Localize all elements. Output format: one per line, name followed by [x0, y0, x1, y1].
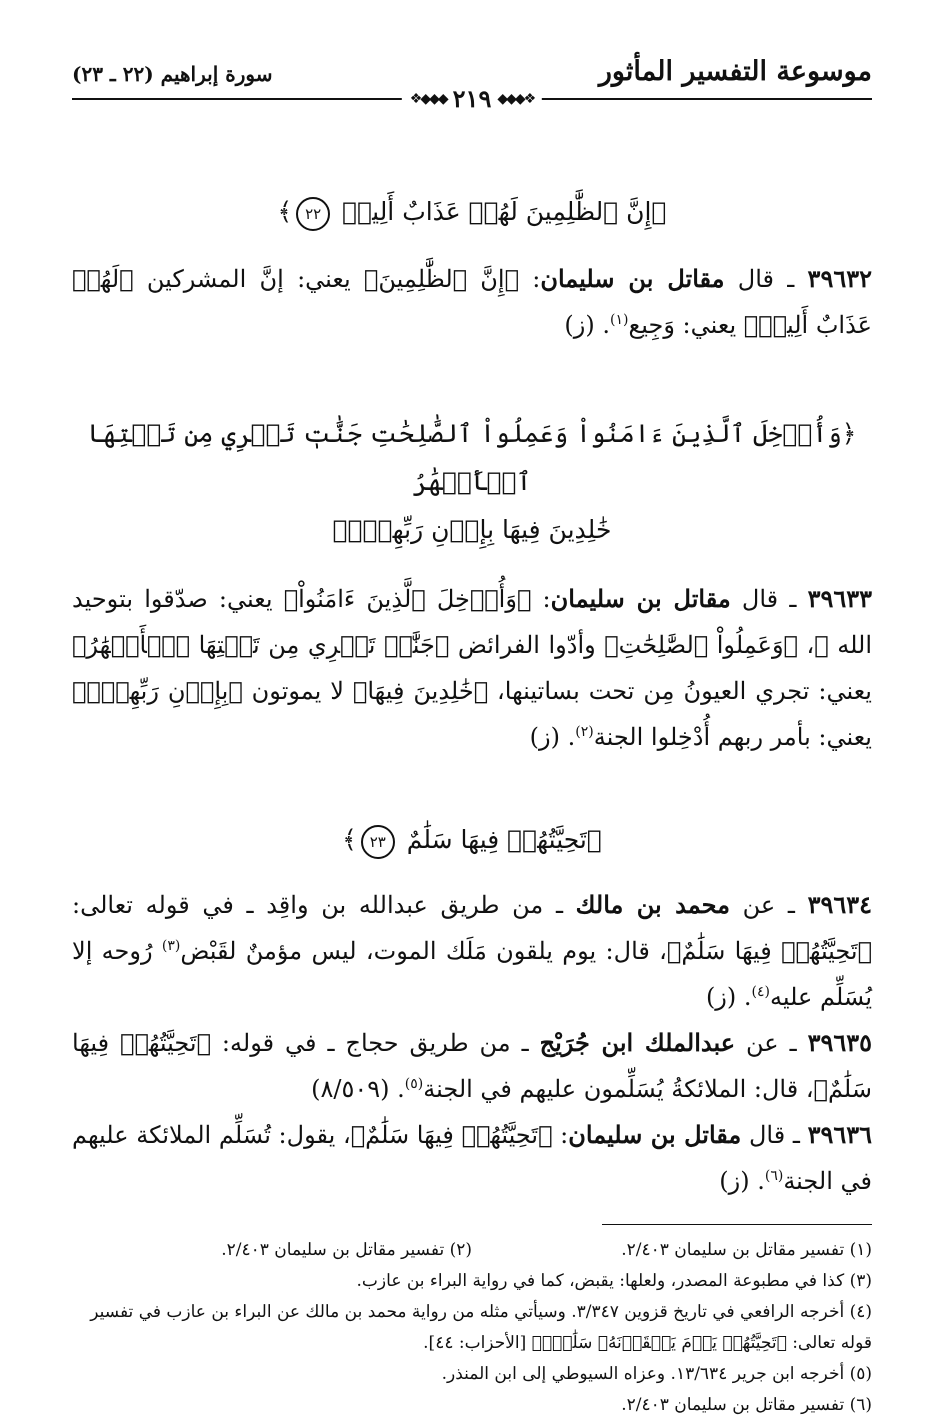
narration-source: . (ز) — [529, 723, 576, 751]
verse-text: ﴿إِنَّ ٱلظَّٰلِمِينَ لَهُمۡ عَذَابٌ أَلِيمٞ — [342, 197, 667, 226]
page-number: ٢١٩ — [452, 84, 492, 113]
ornament-left-icon: ❖◆◆◆ — [409, 90, 447, 107]
footnote-row — [72, 1235, 872, 1266]
verse-close: ﴾ — [277, 197, 293, 226]
narration-source: . (٨/٥٠٩) — [311, 1075, 405, 1103]
narration-source: . (ز) — [564, 311, 610, 339]
page — [72, 40, 873, 1415]
footnotes — [72, 1235, 872, 1421]
ornament-right-icon: ◆◆◆❖ — [497, 90, 535, 107]
book-title: موسوعة التفسير المأثور — [598, 56, 872, 87]
verse-line: ﴿وَأُدۡخِلَ ٱلَّذِينَ ءَامَنُواْ وَعَمِلُواْ ٱلصَّٰلِحَٰتِ جَنَّٰتٖ تَجۡرِي مِن تَحۡتِهَا ٱلۡأَنۡهَٰرُ — [87, 419, 857, 496]
surah-heading: سورة إبراهيم (٢٢ ـ ٢٣) — [72, 62, 273, 86]
narrator-name: مقاتل بن سليمان — [540, 264, 725, 293]
verse-number-icon: ٢٣ — [361, 825, 395, 859]
narration-paragraph — [72, 882, 872, 1020]
verse-heading — [72, 188, 872, 236]
narration-prefix: ـ عن — [735, 1029, 808, 1057]
verse-heading — [72, 410, 872, 554]
verse-number-icon: ٢٢ — [296, 197, 330, 231]
narration-prefix: ـ قال — [724, 265, 808, 293]
verse-text: ﴿تَحِيَّتُهُمۡ فِيهَا سَلَٰمٌ — [406, 825, 602, 854]
narration-prefix: ـ قال — [741, 1121, 808, 1149]
footnote: (٣) كذا في مطبوعة المصدر، ولعلها: يقبض، كما في رواية البراء بن عازب. — [356, 1271, 872, 1291]
verse-close: ﴾ — [342, 825, 357, 854]
footnote-ref: (٦) — [764, 1168, 784, 1184]
narrator-name: مقاتل بن سليمان — [550, 584, 731, 613]
narration-number: ٣٩٦٣٦ — [807, 1120, 873, 1149]
verse-line: خَٰلِدِينَ فِيهَا بِإِذۡنِ رَبِّهِمۡۖ﴾ — [332, 515, 612, 544]
narration-paragraph — [72, 256, 872, 348]
page-header — [72, 40, 872, 113]
narration-source: . (ز) — [719, 1167, 765, 1195]
footnote: (٥) أخرجه ابن جرير ١٣/٦٣٤. وعزاه السيوطي إلى ابن المنذر. — [441, 1364, 872, 1384]
footnote: (٤) أخرجه الرافعي في تاريخ قزوين ٣/٣٤٧. وسيأتي مثله من رواية محمد بن مالك عن البراء بن عازب في تفسير قوله تعالى: ﴿تَحِيَّتُهُمۡ يَوۡمَ يَلۡقَوۡنَهُۥ سَلَٰمٞۚ﴾ [الأحزاب: ٤٤]. — [90, 1302, 872, 1353]
narration-text: ـ من طريق حجاج ـ في قوله: ﴿تَحِيَّتُهُمۡ فِيهَا سَلَٰمٌ﴾، قال: الملائكةُ يُسَلِّمون عليهم في الجنة — [72, 1029, 872, 1103]
narration-text: : ﴿إِنَّ ٱلظَّٰلِمِينَ﴾ يعني: إنَّ المشركين ﴿لَهُمۡ عَذَابٌ أَلِيمٞ﴾ يعني: وَجِيع — [72, 265, 872, 339]
narrator-name: عبدالملك ابن جُرَيْج — [539, 1028, 736, 1057]
narration-number: ٣٩٦٣٢ — [807, 264, 872, 293]
footnote-rule — [602, 1224, 872, 1225]
verse-heading — [72, 816, 872, 864]
narration-number: ٣٩٦٣٥ — [807, 1028, 873, 1057]
narration-text: : ﴿تَحِيَّتُهُمۡ فِيهَا سَلَٰمٌ﴾، يقول: تُسَلِّم الملائكة عليهم في الجنة — [72, 1121, 872, 1195]
page-number-ornament — [402, 84, 542, 113]
narration-text: ـ من طريق عبدالله بن واقِد ـ في قوله تعالى: ﴿تَحِيَّتُهُمۡ فِيهَا سَلَٰمٌ﴾، قال: يوم يلقون مَلَك الموت، ليس مؤمنٌ لقَبْض — [72, 891, 872, 965]
footnote: (٢) تفسير مقاتل بن سليمان ٢/٤٠٣. — [221, 1240, 472, 1260]
narration-prefix: ـ قال — [730, 585, 808, 613]
narration-number: ٣٩٦٣٤ — [807, 890, 873, 919]
footnote: (٦) تفسير مقاتل بن سليمان ٢/٤٠٣. — [621, 1395, 872, 1415]
narrator-name: محمد بن مالك — [575, 890, 730, 919]
narration-paragraph — [72, 1020, 872, 1112]
footnote-ref: (١) — [610, 312, 629, 328]
footnote: (١) تفسير مقاتل بن سليمان ٢/٤٠٣. — [621, 1240, 872, 1260]
footnote-ref: (٣) — [161, 938, 181, 954]
narration-text: : ﴿وَأُدۡخِلَ ٱلَّذِينَ ءَامَنُواْ﴾ يعني: صدّقوا بتوحيد الله ﷻ، ﴿وَعَمِلُواْ ٱلصَّٰلِحَٰتِ﴾ وأدّوا الفرائض ﴿جَنَّٰتٖ تَجۡرِي مِن تَحۡتِهَا ٱلۡأَنۡهَٰرُ﴾ يعني: تجري العيونُ مِن تحت بساتينها، ﴿خَٰلِدِينَ فِيهَا﴾ لا يموتون ﴿بِإِذۡنِ رَبِّهِمۡۖ﴾ يعني: بأمر ربهم أُدْخِلوا الجنة — [72, 585, 873, 751]
narration-source: . (ز) — [705, 983, 752, 1011]
narration-prefix: ـ عن — [729, 891, 808, 919]
narration-text: رُوحه إلا يُسَلِّم عليه — [72, 937, 872, 1011]
footnote-ref: (٤) — [751, 984, 770, 1000]
narration-number: ٣٩٦٣٣ — [807, 584, 873, 613]
narration-paragraph — [72, 576, 872, 760]
narrator-name: مقاتل بن سليمان — [568, 1120, 742, 1149]
footnote-ref: (٢) — [575, 724, 594, 740]
footnote-ref: (٥) — [404, 1076, 424, 1092]
narration-paragraph — [72, 1112, 872, 1204]
